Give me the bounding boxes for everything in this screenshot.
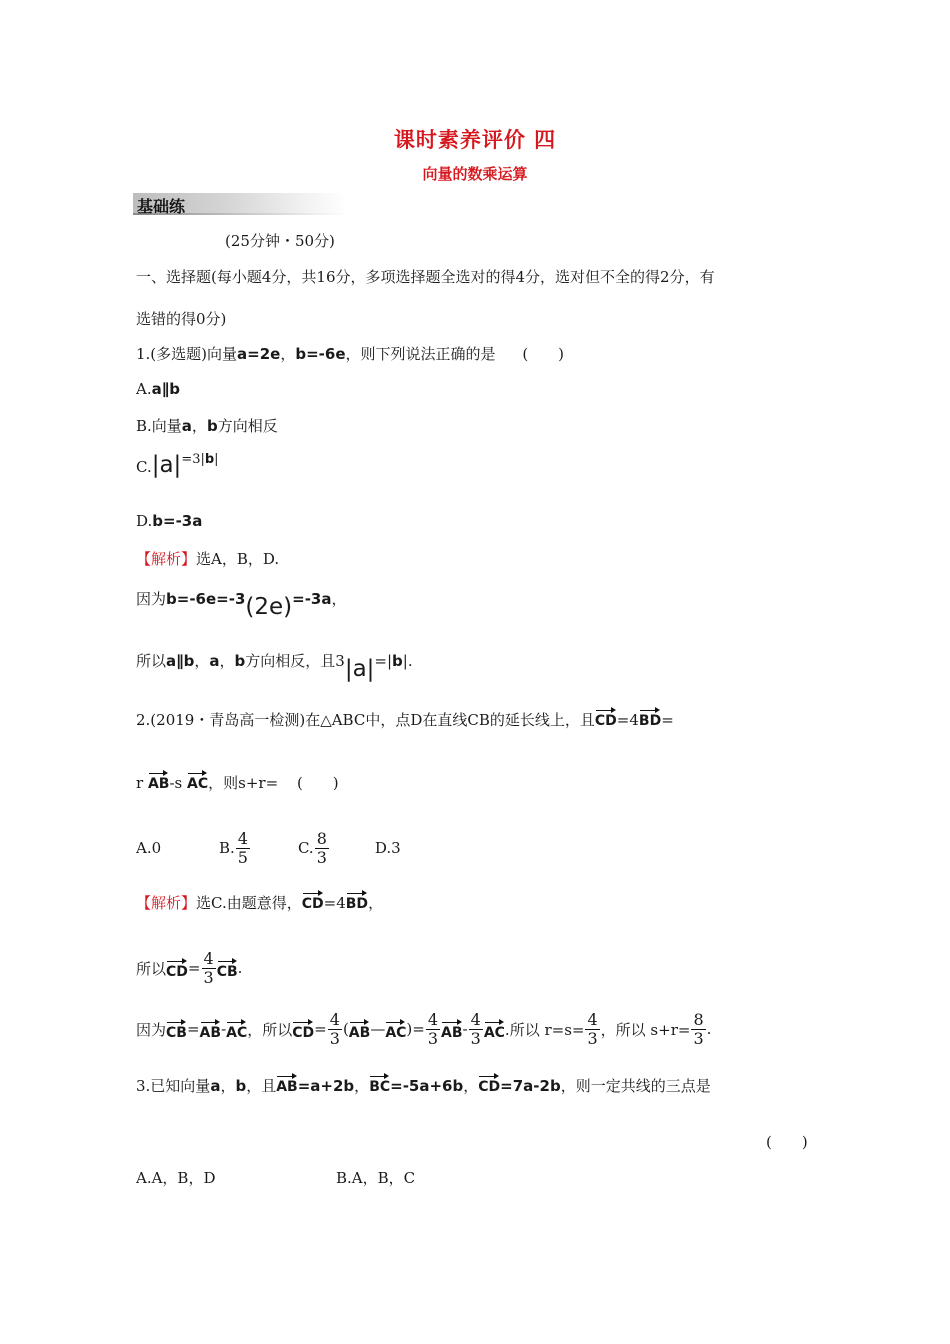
frac-num: 4 (329, 1009, 340, 1029)
q2-option-b-label: B. (219, 839, 235, 857)
q1-option-c-label: C. (136, 458, 152, 476)
q2-l3-end: . (706, 1020, 712, 1038)
section-label: 基础练 (137, 197, 186, 216)
frac-num: 4 (237, 828, 248, 848)
q1-vec-a: a=2e (237, 345, 281, 363)
q1-vec-b: b=-6e (295, 345, 346, 363)
q3-sep: ， (220, 1077, 236, 1095)
q2-option-d: D.3 (374, 839, 401, 857)
q3-b: b (235, 1077, 247, 1095)
q1-option-a-label: A. (136, 380, 152, 398)
q1-option-a-text: a∥b (151, 380, 180, 398)
q2-r: r (136, 774, 144, 792)
frac-num: 4 (470, 1009, 481, 1029)
q3-stem (136, 1073, 711, 1096)
q1-stem-sep: ， (280, 345, 296, 363)
q1-l3-ab: a∥b (166, 652, 195, 670)
q2-eq: = (661, 711, 674, 729)
q1-l2-end: ， (331, 590, 347, 608)
q2-l3-ab: AB (200, 1019, 222, 1040)
frac-den: 3 (316, 847, 327, 867)
q1-option-b-tail: 方向相反 (217, 417, 278, 435)
q2-l3-ab3: AB (441, 1019, 463, 1040)
q2-l3-frac4 (585, 1011, 599, 1048)
q2-option-b-frac (236, 830, 250, 867)
q2-l3-pre: 因为 (136, 1020, 167, 1039)
q2-l3-ac2: AC (385, 1019, 406, 1040)
q3-a: a (210, 1077, 221, 1095)
q1-stem (136, 343, 564, 364)
q2-l3-eq2: = (314, 1020, 327, 1038)
q2-vec-cd: CD (595, 707, 617, 728)
frac-num: 4 (587, 1009, 598, 1029)
q2-l2-cd: CD (166, 958, 188, 979)
frac-den: 3 (329, 1028, 340, 1048)
q2-tail: ，则s+r= (208, 774, 279, 792)
q1-l3-bb: b (392, 652, 403, 670)
frac-den: 3 (470, 1028, 481, 1048)
q2-l3-rs: .所以 r=s= (504, 1020, 585, 1039)
q2-stem-text: 2.(2019・青岛高一检测)在△ABC中，点D在直线CB的延长线上，且 (136, 711, 595, 729)
q1-l2-paren: (2e) (245, 594, 293, 620)
q1-l2-pre: 因为 (136, 590, 167, 608)
q3-tail: ，则一定共线的三点是 (560, 1077, 711, 1095)
q2-answer-paren: ( ) (296, 774, 339, 792)
q1-option-c-b: b (204, 452, 215, 467)
q1-analysis-line2 (136, 584, 347, 620)
page-subtitle: 向量的数乘运算 (422, 165, 528, 183)
q2-l3-ab2: AB (349, 1019, 371, 1040)
q2-l2-cb: CB (217, 958, 238, 979)
q1-option-d (136, 512, 202, 530)
part1-instructions-line2: 选错的得0分) (136, 310, 227, 328)
q1-option-b-sep: ， (191, 417, 207, 435)
q2-ans-bd: BD (346, 890, 368, 911)
q2-l3-minus2: — (370, 1020, 386, 1038)
q1-option-a (136, 380, 180, 398)
q2-analysis (136, 890, 383, 913)
q2-l2-eq: = (187, 959, 201, 977)
page-title: 课时素养评价 四 (393, 128, 557, 152)
q3-option-b: B.A，B，C (336, 1169, 416, 1187)
q2-l2-pre: 所以 (136, 959, 167, 978)
q2-option-a: A.0 (136, 839, 162, 857)
q2-option-c-frac (315, 830, 329, 867)
q2-l3-cb: CB (166, 1019, 187, 1040)
q2-l3-frac2 (426, 1011, 440, 1048)
q2-l3-eq: = (186, 1020, 200, 1038)
q2-l3-ac3: AC (484, 1019, 505, 1040)
q1-l3-a: a (209, 652, 220, 670)
q1-analysis-line3 (136, 646, 413, 682)
q1-option-d-label: D. (136, 512, 153, 530)
q3-qie: ，且 (246, 1077, 277, 1095)
q3-answer-paren: ( ) (766, 1133, 808, 1151)
q3-c1: ， (354, 1077, 370, 1095)
q1-answer-paren: ( ) (522, 345, 565, 363)
q2-analysis-line3 (136, 1007, 711, 1051)
frac-num: 8 (693, 1009, 704, 1029)
q1-l3-sep: ， (219, 652, 235, 670)
q1-stem-tail: ，则下列说法正确的是 (345, 345, 496, 363)
analysis-tag: 【解析】 (136, 894, 197, 912)
q2-l3-frac3 (469, 1011, 483, 1048)
q1-option-b-b: b (206, 417, 218, 435)
part1-instructions-line1: 一、选择题(每小题4分，共16分，多项选择题全选对的得4分，选对但不全的得2分，有 (136, 268, 715, 286)
analysis-tag: 【解析】 (136, 550, 197, 568)
q1-option-b-label: B.向量 (136, 417, 182, 435)
q1-option-c-abs: |a| (151, 452, 182, 478)
q2-options (136, 826, 401, 870)
q3-vec-bc: BC (369, 1073, 390, 1094)
q2-l3-sr: ，所以 s+r= (600, 1020, 691, 1039)
q2-l3-close: )= (406, 1020, 425, 1038)
q2-analysis-line2 (136, 946, 242, 990)
q1-option-d-text: b=-3a (152, 512, 203, 530)
q2-analysis-text: 选C.由题意得， (196, 894, 302, 912)
q2-l3-cd: CD (292, 1019, 314, 1040)
q1-l3-pre: 所以 (136, 652, 167, 670)
frac-den: 3 (587, 1028, 598, 1048)
q3-cd-val: =7a-2b (500, 1077, 561, 1095)
q1-analysis (136, 548, 279, 569)
q2-l3-minus: - (221, 1020, 227, 1038)
q2-ans-cd: CD (302, 890, 324, 911)
q1-option-c-end: | (214, 452, 219, 467)
q2-l3-ac: AC (226, 1019, 247, 1040)
q3-vec-ab: AB (276, 1073, 298, 1094)
q2-ans-comma: ， (368, 894, 384, 912)
q2-vec-ab: AB (148, 770, 170, 791)
q2-l3-so: ，所以 (247, 1020, 293, 1039)
frac-num: 4 (427, 1009, 439, 1029)
q1-l3-abs: |a| (344, 656, 375, 682)
q3-c2: ， (463, 1077, 479, 1095)
q2-vec-bd: BD (639, 707, 661, 728)
q2-l2-frac (202, 950, 216, 987)
q1-l3-mid: ， (194, 652, 210, 670)
q3-bc-val: =-5a+6b (390, 1077, 464, 1095)
q2-option-c-label: C. (297, 839, 314, 857)
q1-l3-tail: 方向相反，且3 (245, 652, 345, 670)
q2-stem-line2 (136, 770, 339, 793)
q1-l2-b: b=-6e=-3 (166, 590, 246, 608)
q2-l3-frac1 (328, 1011, 342, 1048)
q1-l3-eq: =| (374, 652, 393, 670)
q1-l2-post: =-3a (292, 590, 332, 608)
q1-option-b-a: a (181, 417, 192, 435)
q1-option-c (136, 452, 219, 478)
frac-num: 4 (203, 948, 214, 968)
q1-l3-end: |. (402, 652, 413, 670)
frac-num: 8 (316, 828, 327, 848)
q3-stem-text: 3.已知向量 (136, 1077, 211, 1095)
frac-den: 3 (203, 967, 214, 987)
q2-ans-eq4: =4 (323, 894, 346, 912)
q3-ab-val: =a+2b (297, 1077, 355, 1095)
q2-vec-ac: AC (187, 770, 208, 791)
q2-l3-frac5 (691, 1011, 705, 1048)
q2-minus-s: -s (169, 774, 183, 792)
frac-den: 5 (237, 847, 248, 867)
section-banner (133, 193, 348, 215)
q1-option-b (136, 415, 278, 436)
frac-den: 3 (427, 1028, 439, 1048)
q3-vec-cd: CD (478, 1073, 500, 1094)
q2-l3-minus3: - (462, 1020, 468, 1038)
q1-analysis-text: 选A，B，D. (196, 550, 280, 568)
q2-l3-open: ( (342, 1020, 349, 1038)
frac-den: 3 (693, 1028, 704, 1048)
q2-eq4: =4 (616, 711, 639, 729)
q3-option-a: A.A，B，D (136, 1169, 216, 1187)
q1-stem-text: 1.(多选题)向量 (136, 345, 238, 363)
time-note: (25分钟・50分) (225, 232, 335, 250)
q2-stem-line1 (136, 707, 674, 730)
q2-l2-end: . (237, 959, 243, 977)
q1-option-c-rest: =3| (181, 452, 205, 467)
q1-l3-b: b (234, 652, 246, 670)
